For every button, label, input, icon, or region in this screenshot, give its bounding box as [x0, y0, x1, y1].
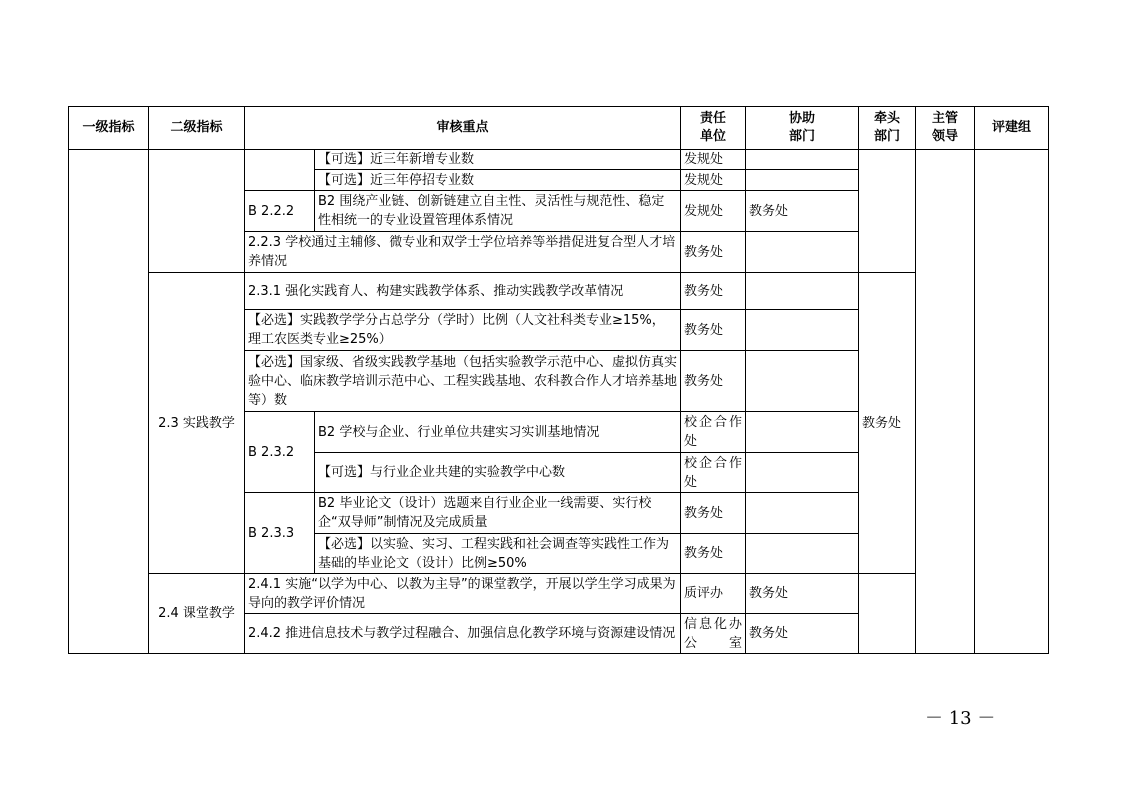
assist-cell: [746, 273, 859, 310]
assist-cell: [746, 150, 859, 170]
table-row: [69, 273, 1049, 310]
code-cell: B 2.3.2: [245, 412, 315, 493]
lead-cell: [859, 150, 916, 273]
level1-cell: [69, 150, 149, 654]
header-resp: 责任 单位: [681, 107, 746, 150]
header-row: [69, 107, 1049, 150]
table-row: [69, 150, 1049, 170]
audit-table: [68, 106, 1049, 654]
assist-cell: [746, 412, 859, 453]
focus-cell: 【可选】近三年新增专业数: [315, 150, 681, 170]
focus-cell: 【可选】近三年停招专业数: [315, 170, 681, 191]
assist-cell: [746, 534, 859, 574]
resp-cell: 发规处: [681, 191, 746, 232]
resp-cell: 校企合作处: [681, 453, 746, 493]
resp-cell: 质评办: [681, 574, 746, 614]
assist-cell: [746, 310, 859, 351]
header-lead: 牵头 部门: [859, 107, 916, 150]
focus-cell: 【必选】国家级、省级实践教学基地（包括实验教学示范中心、虚拟仿真实验中心、临床教学培训示范中心、工程实践基地、农科教合作人才培养基地等）数: [245, 351, 681, 412]
header-group: 评建组: [975, 107, 1049, 150]
assist-cell: 教务处: [746, 614, 859, 654]
resp-cell: 教务处: [681, 493, 746, 534]
table-row: [69, 574, 1049, 614]
resp-cell: 教务处: [681, 351, 746, 412]
header-leader: 主管 领导: [916, 107, 975, 150]
focus-cell: 2.4.1 实施“以学为中心、以教为主导”的课堂教学，开展以学生学习成果为导向的教学评价情况: [245, 574, 681, 614]
focus-cell: 【必选】以实验、实习、工程实践和社会调查等实践性工作为基础的毕业论文（设计）比例≥50%: [315, 534, 681, 574]
leader-cell: [916, 150, 975, 654]
focus-cell: B2 毕业论文（设计）选题来自行业企业一线需要、实行校企“双导师”制情况及完成质量: [315, 493, 681, 534]
focus-cell: 2.3.1 强化实践育人、构建实践教学体系、推动实践教学改革情况: [245, 273, 681, 310]
level2-cell: [149, 150, 245, 273]
focus-cell: B2 围绕产业链、创新链建立自主性、灵活性与规范性、稳定性相统一的专业设置管理体系情况: [315, 191, 681, 232]
focus-cell: 【必选】实践教学学分占总学分（学时）比例（人文社科类专业≥15%，理工农医类专业≥25%）: [245, 310, 681, 351]
code-cell: B 2.3.3: [245, 493, 315, 574]
code-cell: B 2.2.2: [245, 191, 315, 232]
resp-cell: 信息化办公室: [681, 614, 746, 654]
resp-cell: 发规处: [681, 150, 746, 170]
assist-cell: 教务处: [746, 574, 859, 614]
header-level2: 二级指标: [149, 107, 245, 150]
resp-cell: 校企合作处: [681, 412, 746, 453]
focus-cell: 2.4.2 推进信息技术与教学过程融合、加强信息化教学环境与资源建设情况: [245, 614, 681, 654]
resp-cell: 教务处: [681, 310, 746, 351]
focus-cell: 【可选】与行业企业共建的实验教学中心数: [315, 453, 681, 493]
assist-cell: [746, 493, 859, 534]
header-assist: 协助 部门: [746, 107, 859, 150]
resp-cell: 教务处: [681, 273, 746, 310]
level2-cell: 2.4 课堂教学: [149, 574, 245, 654]
assist-cell: [746, 232, 859, 273]
assist-cell: [746, 170, 859, 191]
group-cell: [975, 150, 1049, 654]
assist-cell: [746, 351, 859, 412]
assist-cell: [746, 453, 859, 493]
resp-cell: 教务处: [681, 232, 746, 273]
header-level1: 一级指标: [69, 107, 149, 150]
assist-cell: 教务处: [746, 191, 859, 232]
resp-cell: 教务处: [681, 534, 746, 574]
page-number: － 13 －: [925, 708, 996, 729]
focus-cell: B2 学校与企业、行业单位共建实习实训基地情况: [315, 412, 681, 453]
header-focus: 审核重点: [245, 107, 681, 150]
lead-cell: [859, 574, 916, 654]
code-cell: [245, 150, 315, 191]
resp-cell: 发规处: [681, 170, 746, 191]
level2-cell: 2.3 实践教学: [149, 273, 245, 574]
focus-cell: 2.2.3 学校通过主辅修、微专业和双学士学位培养等举措促进复合型人才培养情况: [245, 232, 681, 273]
lead-cell: 教务处: [859, 273, 916, 574]
